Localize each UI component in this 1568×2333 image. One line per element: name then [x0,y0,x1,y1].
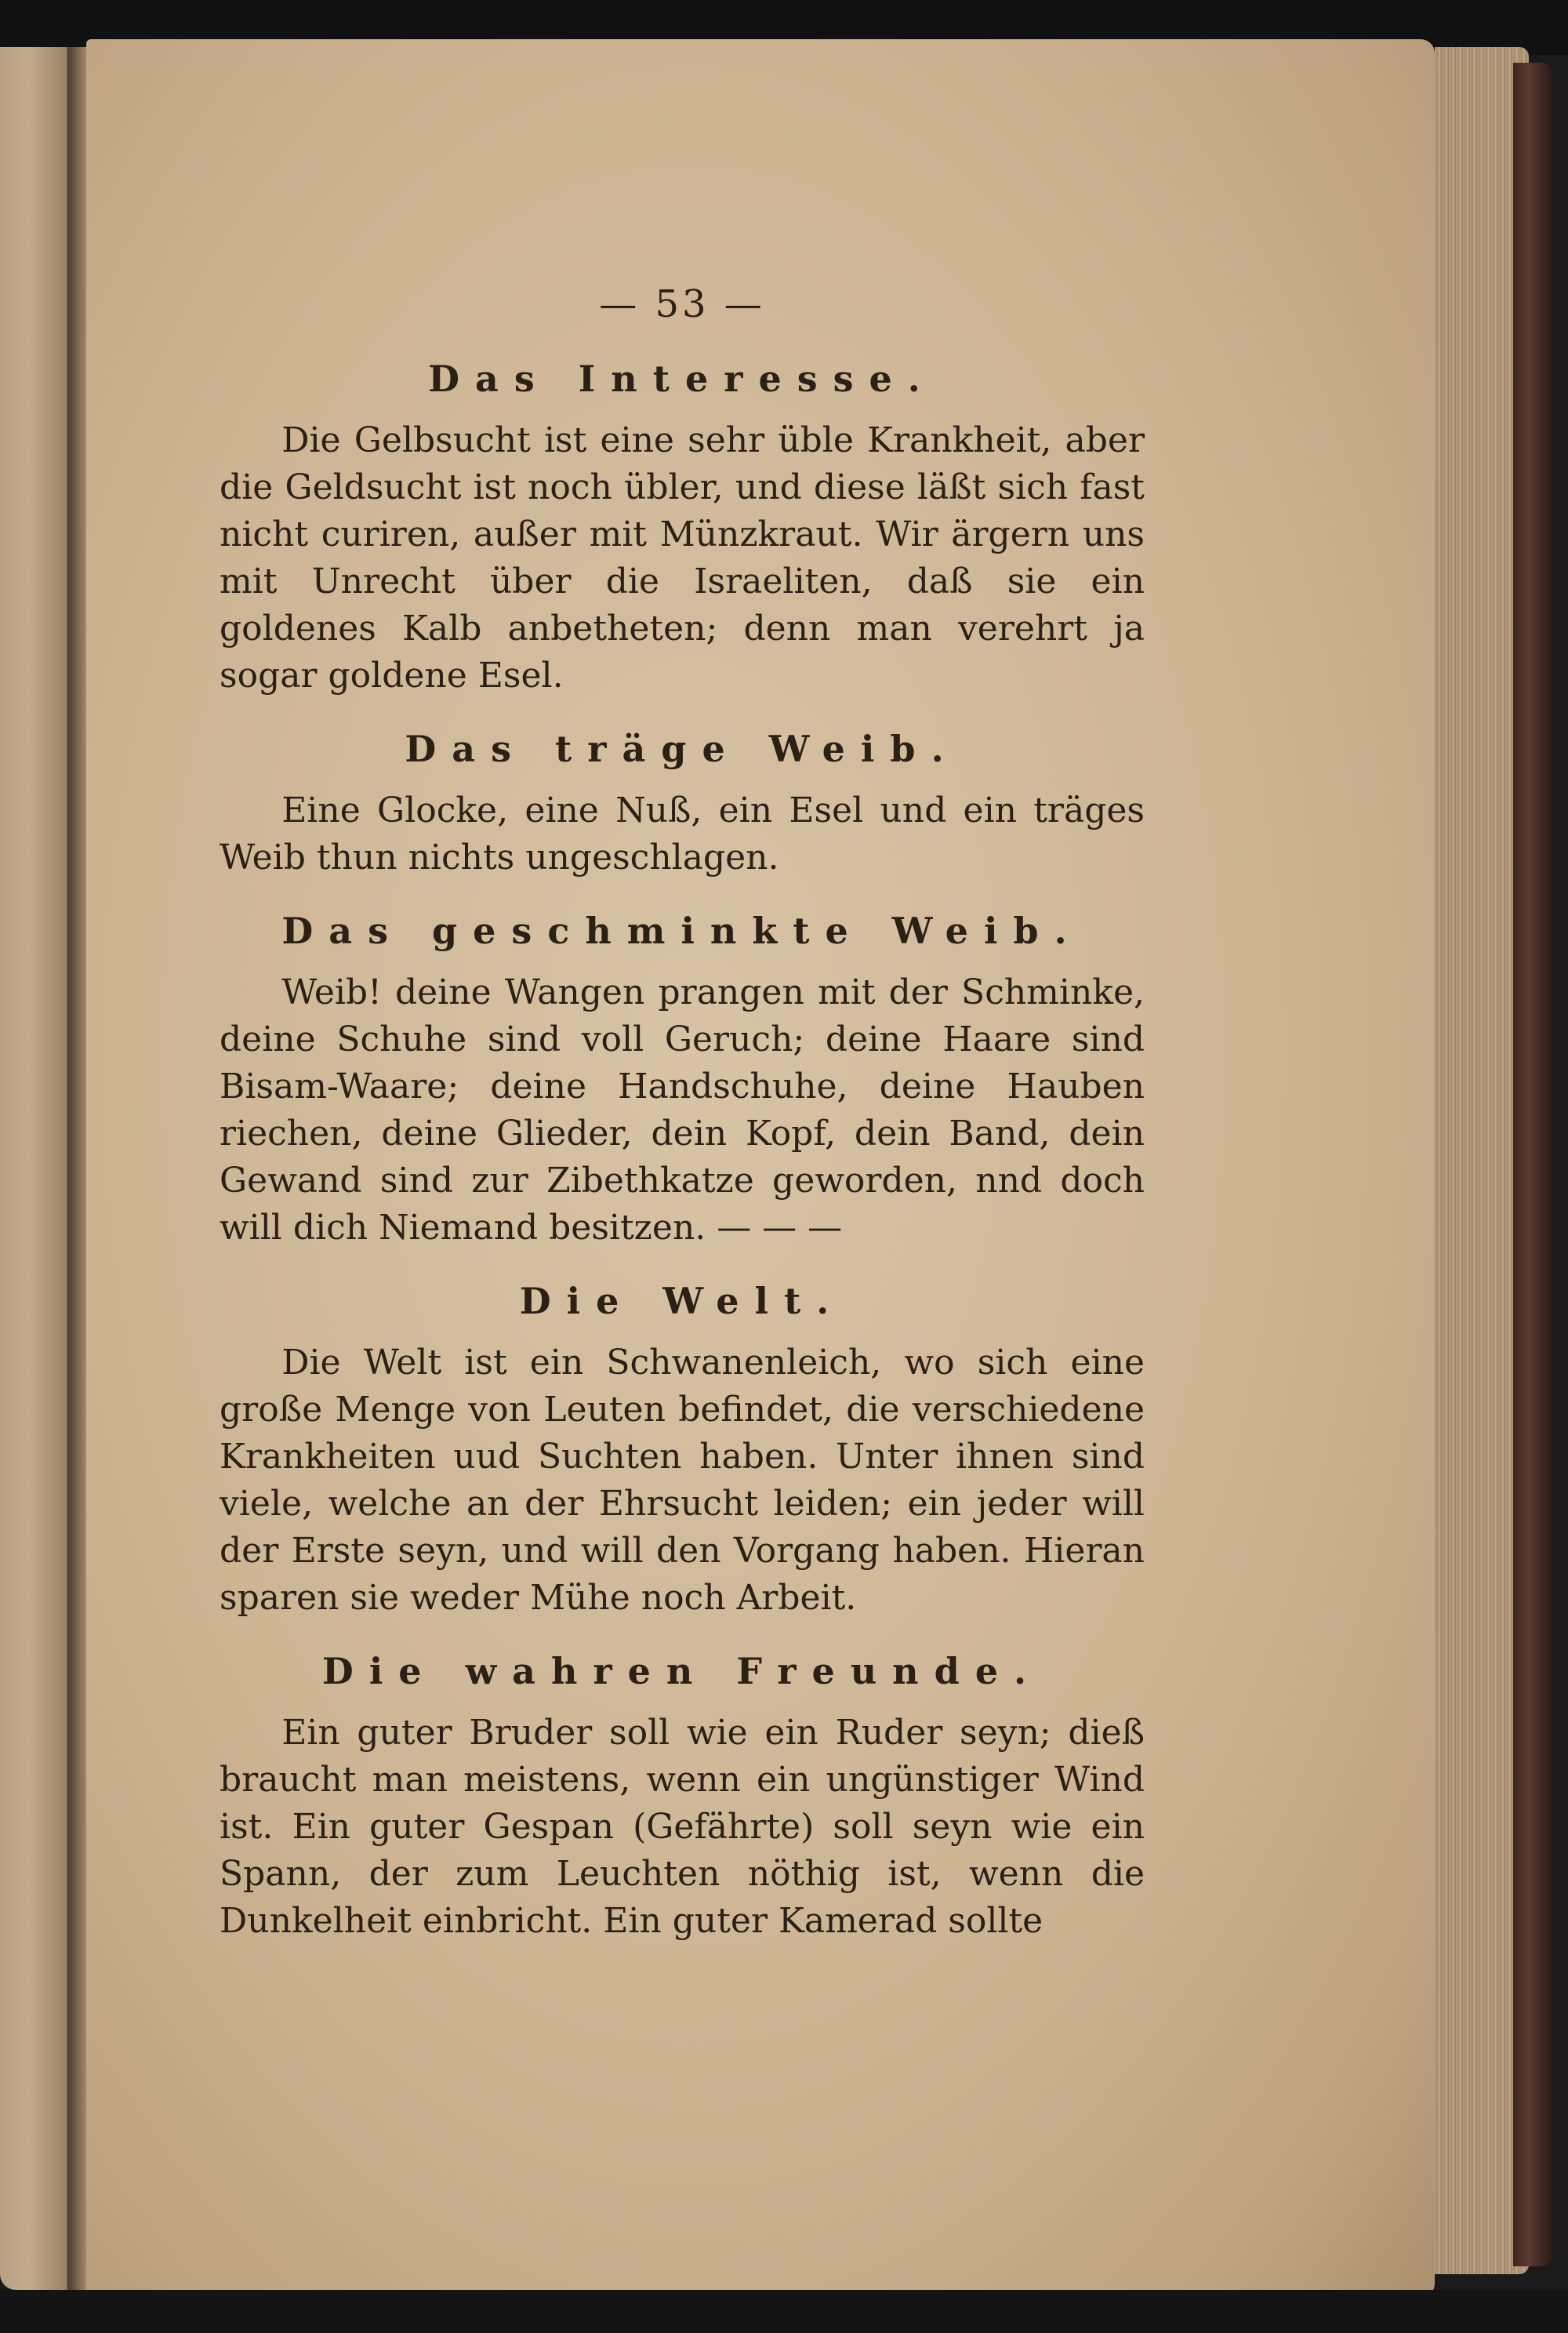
section-traege-weib [220,728,1145,881]
section-heading: Das geschminkte Weib. [281,910,1083,952]
section-paragraph: Die Gelbsucht ist eine sehr üble Krankheit, aber die Geldsucht ist noch übler, und diese läßt sich fast nicht curiren, außer mit Münzkraut. Wir ärgern uns mit Unrecht über die Israeliten, daß sie ein goldenes Kalb anbetheten; denn man verehrt ja sogar goldene Esel. [220,420,1145,696]
section-heading: Die wahren Freunde. [321,1650,1043,1692]
background-bottom [0,2290,1568,2333]
section-paragraph: Ein guter Bruder soll wie ein Ruder seyn; dieß braucht man meistens, wenn ein ungünstiger Wind ist. Ein guter Gespan (Gefährte) soll seyn wie ein Spann, der zum Leuchten nöthig ist, wenn die Dunkelheit einbricht. Ein guter Kamerad sollte [220,1713,1145,1941]
section-wahre-freunde [220,1650,1145,1945]
section-heading: Das Interesse. [428,358,936,400]
section-paragraph: Weib! deine Wangen prangen mit der Schminke, deine Schuhe sind voll Geruch; deine Haare sind Bisam-Waare; deine Handschuhe, deine Hauben riechen, deine Glieder, dein Kopf, dein Band, dein Gewand sind zur Zibethkatze geworden, nnd doch will dich Niemand besitzen. — — — [220,972,1145,1248]
book-cover-edge [1513,63,1552,2266]
section-geschminkte-weib [220,910,1145,1252]
page-text [220,282,1145,1973]
section-heading: Das träge Weib. [405,728,960,770]
section-paragraph: Eine Glocke, eine Nuß, ein Esel und ein träges Weib thun nichts ungeschlagen. [220,790,1145,878]
section-interesse [220,358,1145,700]
section-paragraph: Die Welt ist ein Schwanenleich, wo sich eine große Menge von Leuten befindet, die verschiedene Krankheiten uud Suchten haben. Unter ihnen sind viele, welche an der Ehrsucht leiden; ein jeder will der Erste seyn, und will den Vorgang haben. Hieran sparen sie weder Mühe noch Arbeit. [220,1343,1145,1618]
left-page-edge [0,47,72,2290]
section-heading: Die Welt. [519,1280,845,1322]
section-welt [220,1280,1145,1622]
page-number: — 53 — [599,282,765,326]
